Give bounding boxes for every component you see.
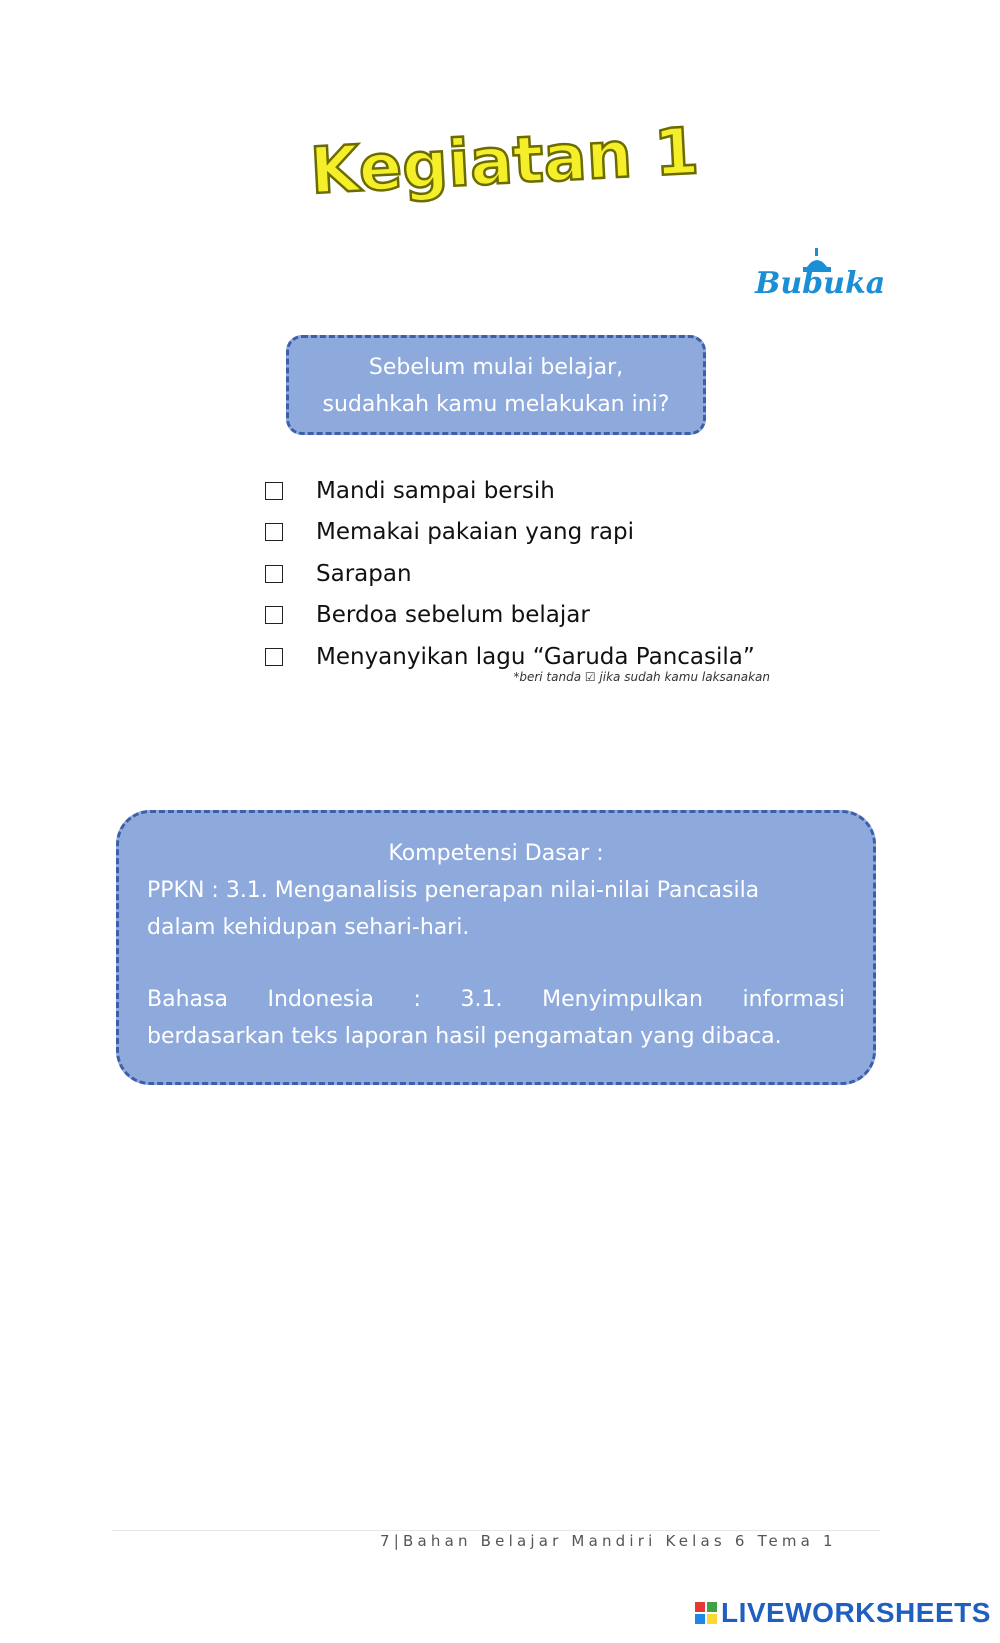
title-lettering	[308, 114, 701, 215]
svg-text:Kegiatan 1: Kegiatan 1	[308, 114, 701, 210]
checkbox[interactable]	[265, 648, 283, 666]
word: Indonesia	[267, 987, 374, 1012]
svg-text:Bubuka: Bubuka	[755, 266, 886, 301]
ppkn-line-2: dalam kehidupan sehari-hari.	[147, 915, 470, 940]
checklist-item	[265, 553, 785, 595]
footer-divider	[112, 1530, 880, 1531]
checklist-label: Memakai pakaian yang rapi	[316, 519, 635, 546]
word: informasi	[742, 987, 845, 1012]
word: 3.1.	[460, 987, 503, 1012]
checklist-label: Berdoa sebelum belajar	[316, 602, 590, 629]
checklist-note: *beri tanda ☑ jika sudah kamu laksanakan	[513, 670, 770, 684]
bahasa-indonesia-paragraph	[147, 981, 845, 1055]
competency-heading: Kompetensi Dasar :	[388, 841, 604, 866]
checklist-label: Mandi sampai bersih	[316, 477, 555, 504]
checklist	[265, 470, 785, 678]
ppkn-line-1: PPKN : 3.1. Menganalisis penerapan nilai-nilai Pancasila	[147, 878, 760, 903]
checklist-item	[265, 595, 785, 637]
word: Bahasa	[147, 987, 228, 1012]
checkbox[interactable]	[265, 523, 283, 541]
checkbox[interactable]	[265, 606, 283, 624]
watermark-text: LIVEWORKSHEETS	[721, 1597, 991, 1628]
logo-blocks-icon	[695, 1602, 717, 1624]
bahasa-indonesia-line-1	[147, 981, 845, 1018]
intro-box	[286, 335, 706, 435]
competency-box	[116, 810, 876, 1085]
checklist-label: Menyanyikan lagu “Garuda Pancasila”	[316, 643, 755, 670]
footer-page-info: 7|Bahan Belajar Mandiri Kelas 6 Tema 1	[380, 1532, 837, 1550]
bahasa-indonesia-line-2: berdasarkan teks laporan hasil pengamatan yang dibaca.	[147, 1024, 782, 1049]
intro-line-2: sudahkah kamu melakukan ini?	[322, 392, 670, 417]
liveworksheets-logo[interactable]	[695, 1596, 991, 1630]
checkbox[interactable]	[265, 482, 283, 500]
intro-line-1: Sebelum mulai belajar,	[368, 355, 624, 380]
checkbox[interactable]	[265, 565, 283, 583]
checklist-item	[265, 470, 785, 512]
bubuka-logo	[755, 245, 885, 305]
page-title	[308, 114, 701, 215]
checklist-label: Sarapan	[316, 560, 412, 587]
word: :	[413, 987, 421, 1012]
word: Menyimpulkan	[542, 987, 703, 1012]
checklist-item	[265, 512, 785, 554]
